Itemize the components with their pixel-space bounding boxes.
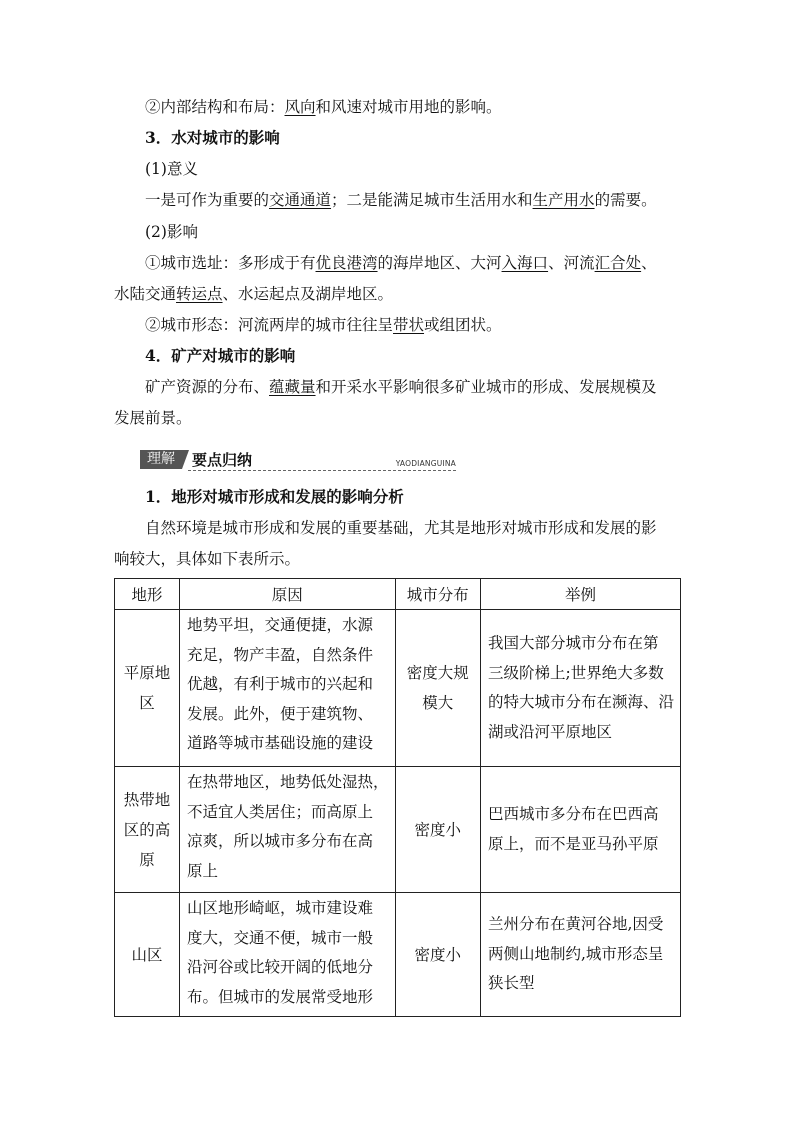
text: 的需要。 — [594, 191, 657, 209]
paragraph-minerals-cont: 发展前景。 — [114, 409, 192, 427]
cell-terrain — [115, 767, 180, 893]
paragraph-site-selection — [145, 252, 657, 274]
cell-line: 巴西城市多分布在巴西高 — [487, 805, 659, 823]
cell-line: 密度大规 — [406, 664, 469, 682]
text: ②内部结构和布局： — [145, 98, 285, 116]
banner-title: 要点归纳 — [192, 451, 253, 469]
cell-line: 狭长型 — [487, 974, 535, 993]
cell-terrain — [115, 893, 180, 1017]
cell-line: 凉爽，所以城市多分布在高 — [187, 832, 374, 850]
text: 或组团状。 — [424, 316, 502, 334]
table-row — [115, 610, 681, 767]
text: ①城市选址：多形成于有 — [145, 254, 316, 272]
table-row — [115, 767, 681, 893]
cell-line: 原 — [139, 850, 155, 869]
cell-line: 模大 — [422, 694, 454, 712]
cell-distribution — [395, 893, 480, 1017]
cell-line: 发展。此外，便于建筑物、 — [187, 704, 374, 723]
text: 矿产资源的分布、 — [145, 378, 270, 396]
cell-distribution — [395, 767, 480, 893]
cell-line: 布。但城市的发展常受地形 — [187, 987, 374, 1006]
text: 一是可作为重要的 — [145, 191, 270, 209]
subheading-influence: (2)影响 — [145, 223, 198, 241]
cell-example — [480, 610, 680, 767]
cell-reason — [180, 610, 396, 767]
underlined-term: 交通通道 — [269, 191, 332, 209]
header-reason: 原因 — [180, 579, 396, 610]
header-distribution: 城市分布 — [395, 579, 480, 610]
cell-line: 充足，物产丰盈，自然条件 — [187, 645, 374, 664]
subheading-meaning: (1)意义 — [145, 160, 198, 178]
text: 和开采水平影响很多矿业城市的形成、发展规模及 — [315, 378, 657, 396]
text: ；二是能满足城市生活用水和 — [331, 191, 533, 209]
paragraph-site-selection-cont — [114, 283, 393, 305]
underlined-term: 转运点 — [176, 285, 223, 303]
cell-terrain — [115, 610, 180, 767]
cell-example — [480, 767, 680, 893]
cell-line: 区 — [139, 694, 155, 712]
heading-water: 3．水对城市的影响 — [145, 128, 280, 147]
underlined-term: 汇合处 — [594, 254, 642, 272]
text: 的海岸地区、大河 — [377, 254, 502, 272]
banner-rule — [188, 470, 456, 471]
cell-line: 密度小 — [414, 820, 461, 839]
section-banner — [140, 449, 456, 471]
cell-line: 度大，交通不便，城市一般 — [187, 928, 374, 947]
text: 和风速对城市用地的影响。 — [315, 98, 502, 116]
underlined-term: 带状 — [393, 316, 425, 334]
cell-line: 山区 — [131, 945, 163, 964]
cell-reason — [180, 893, 396, 1017]
terrain-table — [114, 578, 681, 1017]
cell-line: 兰州分布在黄河谷地,因受 — [487, 915, 664, 934]
banner-pinyin: YAODIANGUINA — [395, 459, 456, 468]
cell-line: 优越，有利于城市的兴起和 — [187, 675, 374, 693]
paragraph-layout — [145, 96, 502, 118]
paragraph-city-form — [145, 314, 502, 336]
cell-line: 三级阶梯上;世界绝大多数 — [487, 663, 664, 682]
cell-reason — [180, 767, 396, 893]
heading-terrain-analysis: 1．地形对城市形成和发展的影响分析 — [145, 487, 404, 506]
table-row — [115, 893, 681, 1017]
cell-line: 原上，而不是亚马孙平原 — [487, 834, 659, 853]
cell-line: 密度小 — [414, 945, 461, 964]
underlined-term: 入海口 — [501, 254, 549, 272]
cell-line: 热带地 — [123, 790, 171, 809]
underlined-term: 风向 — [284, 98, 316, 116]
cell-line: 地势平坦，交通便捷，水源 — [187, 616, 374, 634]
cell-line: 沿河谷或比较开阔的低地分 — [187, 958, 374, 976]
cell-line: 道路等城市基础设施的建设 — [187, 734, 374, 752]
cell-line: 平原地 — [123, 664, 171, 682]
cell-line: 不适宜人类居住；而高原上 — [187, 802, 374, 821]
cell-line: 区的高 — [123, 820, 171, 839]
header-terrain: 地形 — [115, 579, 180, 610]
underlined-term: 生产用水 — [532, 191, 595, 209]
text: ②城市形态：河流两岸的城市往往呈 — [145, 316, 394, 334]
underlined-term: 蕴藏量 — [269, 378, 316, 396]
cell-line: 在热带地区，地势低处湿热， — [187, 773, 389, 791]
text: 、河流 — [548, 254, 595, 272]
cell-distribution — [395, 610, 480, 767]
cell-example — [480, 893, 680, 1017]
cell-line: 山区地形崎岖，城市建设难 — [187, 899, 374, 917]
paragraph-meaning — [145, 189, 657, 211]
cell-line: 我国大部分城市分布在第 — [487, 634, 659, 652]
cell-line: 湖或沿河平原地区 — [487, 722, 612, 741]
paragraph-minerals — [145, 376, 657, 398]
header-example: 举例 — [480, 579, 680, 610]
banner-tag: 理解 — [140, 450, 182, 469]
table-header-row — [115, 579, 681, 610]
intro-line-1: 自然环境是城市形成和发展的重要基础，尤其是地形对城市形成和发展的影 — [145, 519, 657, 537]
underlined-term: 优良港湾 — [315, 254, 378, 272]
cell-line: 两侧山地制约,城市形态呈 — [487, 944, 664, 963]
text: 、 — [641, 254, 657, 272]
cell-line: 的特大城市分布在濒海、沿 — [487, 693, 674, 711]
text: 、水运起点及湖岸地区。 — [222, 285, 394, 303]
text: 水陆交通 — [114, 285, 177, 303]
intro-line-2: 响较大，具体如下表所示。 — [114, 550, 301, 568]
heading-minerals: 4．矿产对城市的影响 — [145, 346, 296, 365]
cell-line: 原上 — [187, 861, 219, 880]
